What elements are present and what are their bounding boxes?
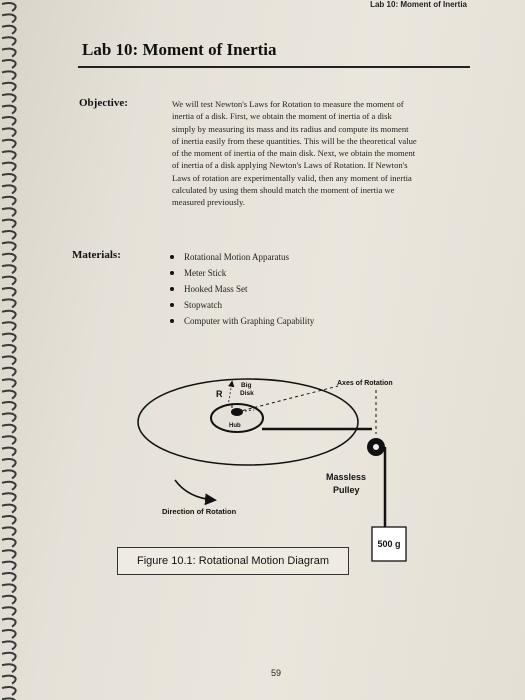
materials-label: Materials: — [72, 249, 121, 261]
objective-line: We will test Newton's Laws for Rotation to measure the moment of — [172, 99, 404, 109]
big-radius-label: R — [216, 389, 223, 399]
pulley-label: Pulley — [333, 485, 360, 495]
big-disk-label: Big — [241, 382, 252, 389]
objective-line: simply by measuring its mass and its radius and compute its moment — [172, 123, 409, 134]
objective-line: measured previously. — [172, 197, 245, 208]
small-radius-label: r — [231, 403, 234, 410]
running-header: Lab 10: Moment of Inertia — [370, 0, 467, 9]
objective-line: of the moment of inertia of the main disk. Next, we obtain the moment — [172, 148, 416, 159]
figure-caption: Figure 10.1: Rotational Motion Diagram — [117, 547, 349, 575]
hub-label: Hub — [229, 423, 241, 429]
big-disk-label: Disk — [240, 390, 254, 397]
list-item: Meter Stick — [170, 267, 314, 283]
objective-line: of inertia of a disk applying Newton's Laws of Rotation. If Newton's — [172, 160, 408, 171]
mass-label: 500 g — [377, 539, 401, 549]
list-item: Hooked Mass Set — [170, 283, 314, 299]
direction-label: Direction of Rotation — [162, 507, 237, 516]
rotation-direction-arrow — [175, 480, 214, 500]
pulley-label: Massless — [326, 472, 367, 482]
objective-line: of inertia easily from these quantities. This will be the theoretical value — [172, 135, 417, 146]
pulley-axle — [373, 444, 379, 450]
objective-line: calculated by using them should match the moment of inertia we — [172, 185, 395, 196]
objective-line: inertia of a disk. First, we obtain the moment of inertia of a disk — [172, 111, 392, 122]
objective-line: Laws of rotation are experimentally valid, then any moment of inertia — [172, 172, 412, 183]
page-title: Lab 10: Moment of Inertia — [82, 40, 277, 59]
list-item: Rotational Motion Apparatus — [170, 251, 314, 267]
list-item: Stopwatch — [170, 299, 314, 315]
objective-label: Objective: — [79, 97, 128, 109]
page-number: 59 — [271, 668, 282, 678]
list-item: Computer with Graphing Capability — [170, 315, 314, 331]
axes-label: Axes of Rotation — [337, 380, 393, 387]
